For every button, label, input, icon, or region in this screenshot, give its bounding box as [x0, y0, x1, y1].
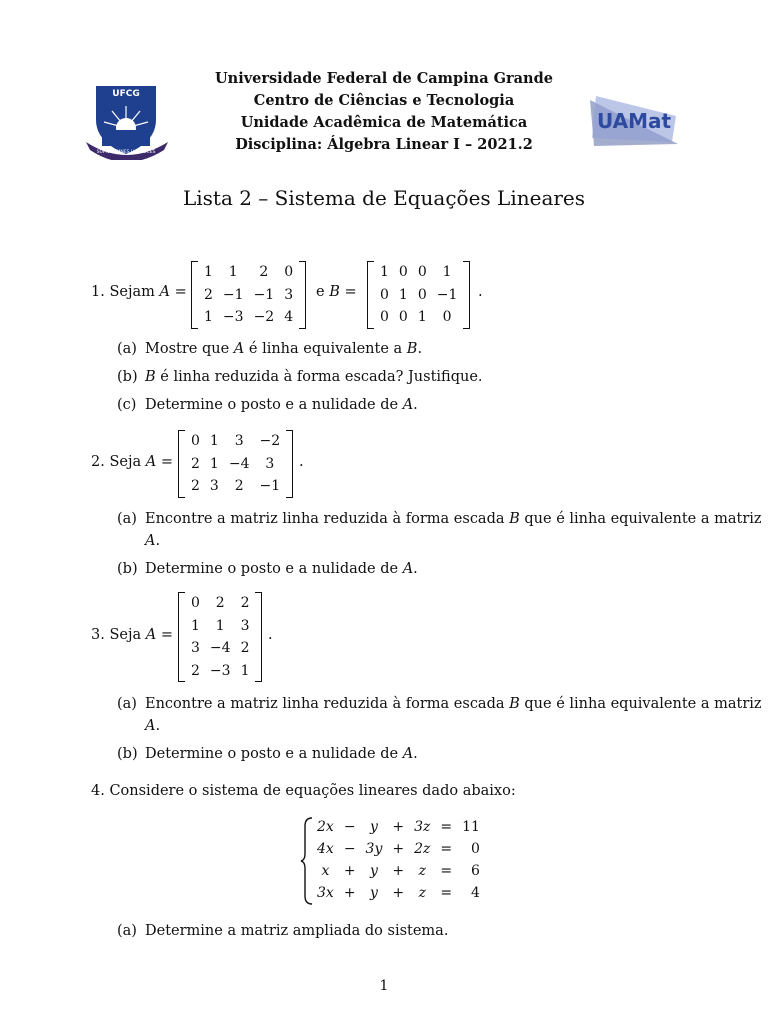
- q3-matrix: 0 2 2 1 1 3 3 −4 2 2 −3 1: [178, 592, 262, 682]
- uamat-logo-icon: [586, 92, 682, 150]
- uamat-logo: [586, 92, 682, 150]
- q1-connector: e B =: [316, 284, 357, 300]
- q1-item-b: (b) B é linha reduzida à forma escada? Justifique.: [117, 369, 483, 385]
- q1-item-c: (c) Determine o posto e a nulidade de A.: [117, 397, 418, 413]
- q3-item-b: (b) Determine o posto e a nulidade de A.: [117, 746, 418, 762]
- q2-item-b: (b) Determine o posto e a nulidade de A.: [117, 561, 418, 577]
- q4-item-a: (a) Determine a matriz ampliada do sistema.: [117, 923, 449, 939]
- svg-text:SUPRA OMNES LUX LUCES: SUPRA OMNES LUX LUCES: [96, 150, 156, 155]
- q1-matrix-a: 1 1 2 0 2 −1 −1 3 1 −3 −2 4: [191, 261, 306, 329]
- q3-period: .: [268, 627, 273, 643]
- q3-number: 3.: [91, 627, 105, 643]
- q3-statement: 3. Seja A =: [91, 627, 173, 643]
- q1-equals: =: [174, 284, 187, 300]
- q1-var-b: B: [329, 284, 340, 300]
- header-course: Disciplina: Álgebra Linear I – 2021.2: [235, 136, 533, 153]
- page-title: Lista 2 – Sistema de Equações Lineares: [182, 186, 586, 210]
- q1-statement: [91, 284, 187, 300]
- q2-number: 2.: [91, 454, 105, 470]
- q1-var-a: A: [159, 284, 170, 300]
- q4-number: 4.: [91, 783, 105, 799]
- q2-period: .: [299, 454, 304, 470]
- q3-item-a-cont: A.: [145, 718, 161, 734]
- q4-equation-system: 2x − y + 3z = 11 4x − 3y + 2z = 0 x + y + z = 6 3x + y + z = 4: [300, 816, 485, 904]
- q4-statement: 4. Considere o sistema de equações lineares dado abaixo:: [91, 783, 516, 799]
- q1-period: .: [478, 284, 483, 300]
- page-number: 1: [379, 978, 389, 994]
- header-unit: Unidade Acadêmica de Matemática: [240, 114, 528, 131]
- q3-item-a: (a) Encontre a matriz linha reduzida à forma escada B que é linha equivalente a matriz: [117, 696, 762, 712]
- q1-number: 1.: [91, 284, 105, 300]
- q1-prefix: Sejam: [109, 284, 155, 300]
- q2-item-a-cont: A.: [145, 533, 161, 549]
- q2-item-a: (a) Encontre a matriz linha reduzida à forma escada B que é linha equivalente a matriz: [117, 511, 762, 527]
- q1-item-a: (a) Mostre que A é linha equivalente a B.: [117, 341, 423, 357]
- header-center: Centro de Ciências e Tecnologia: [253, 92, 515, 109]
- left-brace-icon: [300, 816, 314, 906]
- svg-text:UFCG: UFCG: [112, 89, 140, 99]
- q2-statement: 2. Seja A =: [91, 454, 173, 470]
- ufcg-logo: [72, 84, 184, 160]
- header-university: Universidade Federal de Campina Grande: [215, 70, 553, 87]
- svg-text:UAMat: UAMat: [596, 109, 672, 133]
- ufcg-shield-icon: [72, 84, 184, 160]
- q1-matrix-b: 1 0 0 1 0 1 0 −1 0 0 1 0: [367, 261, 470, 329]
- q2-matrix: 0 1 3 −2 2 1 −4 3 2 3 2 −1: [178, 430, 293, 498]
